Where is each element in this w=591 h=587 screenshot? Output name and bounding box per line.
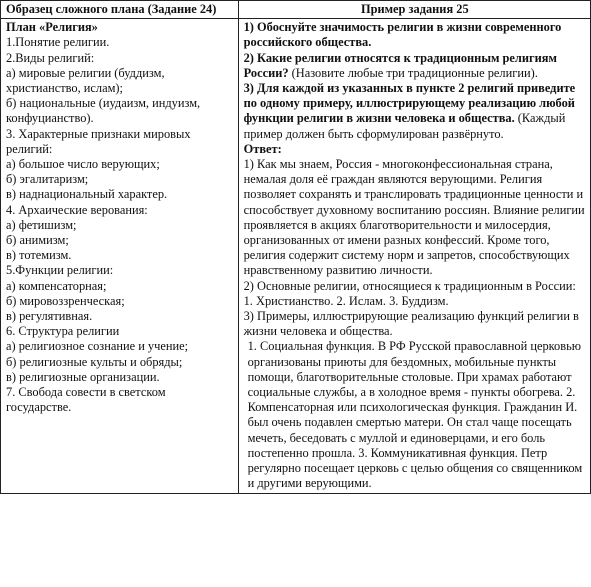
plan-item: а) компенсаторная;: [6, 278, 107, 293]
plan-item: а) фетишизм;: [6, 217, 77, 232]
plan-item: 1.Понятие религии.: [6, 35, 110, 50]
plan-item: б) эгалитаризм;: [6, 172, 89, 187]
plan-item: б) мировоззренческая;: [6, 293, 125, 308]
content-row: [1, 19, 591, 493]
plan-item: б) религиозные культы и обряды;: [6, 354, 183, 369]
plan-item: а) большое число верующих;: [6, 157, 160, 172]
answer-2: 2) Основные религии, относящиеся к традиционным в России: 1. Христианство. 2. Ислам. 3. Буддизм.: [243, 278, 576, 308]
answer-3-examples: 1. Социальная функция. В РФ Русской православной церковью организованы приюты для бездомных, мобильные пункты помощи, благотворительные столовые. При храмах работают социальные службы, а в холодное время - пункты обогрева. 2. Компенсаторная или психологическая функция. Гражданин И. был очень подавлен смертью матери. Он стал чаще посещать мечеть, беседовать с муллой и единоверцами, и его боль постепенно прошла. 3. Коммуникативная функция. Петр регулярно посещает церковь с целью общения со священником и другими верующими.: [247, 339, 583, 491]
plan-cell: [1, 19, 239, 493]
answer-label: Ответ:: [243, 141, 282, 156]
plan-item: б) анимизм;: [6, 233, 69, 248]
question-3-note: (Каждый пример должен быть сформулирован развёрнуто.: [243, 111, 566, 141]
plan-item: а) религиозное сознание и учение;: [6, 339, 189, 354]
answer-3: 3) Примеры, иллюстрирующие реализацию функций религии в жизни человека и общества.: [243, 309, 579, 339]
plan-item: 3. Характерные признаки мировых религий:: [6, 126, 191, 156]
plan-item: 4. Архаические верования:: [6, 202, 148, 217]
header-right: Пример задания 25: [238, 1, 590, 19]
plan-item: 2.Виды религий:: [6, 50, 95, 65]
answer-1: 1) Как мы знаем, Россия - многоконфессиональная страна, немалая доля её граждан являются верующими. Религия позволяет сохранять и транслировать традиционные ценности и способствует духовному воспитанию россиян. Влияние религии проявляется в акциях благотворительности и милосердия, организованных от имени разных конфессий. Кроме того, религия содержит систему норм и запретов, способствующих нравственному развитию личности.: [243, 157, 585, 278]
question-2-note: (Назовите любые три традиционные религии).: [288, 65, 538, 80]
question-3-bold: 3) Для каждой из указанных в пункте 2 религий приведите по одному примеру, иллюстрирующему реализацию любой функции религии в жизни человека и общества.: [243, 81, 576, 126]
task-cell: [238, 19, 590, 493]
plan-item: в) религиозные организации.: [6, 369, 160, 384]
header-row: [1, 1, 591, 19]
plan-item: в) регулятивная.: [6, 309, 93, 324]
question-2: [244, 51, 586, 81]
question-3: [244, 81, 586, 142]
plan-title: План «Религия»: [6, 20, 98, 35]
plan-item: б) национальные (иудаизм, индуизм, конфуцианство).: [6, 96, 201, 126]
plan-item: в) тотемизм.: [6, 248, 72, 263]
question-1: 1) Обоснуйте значимость религии в жизни современного российского общества.: [243, 20, 562, 50]
plan-item: 7. Свобода совести в светском государстве.: [6, 385, 166, 415]
plan-item: в) наднациональный характер.: [6, 187, 168, 202]
plan-item: 6. Структура религии: [6, 324, 120, 339]
plan-item: 5.Функции религии:: [6, 263, 114, 278]
header-left: Образец сложного плана (Задание 24): [1, 1, 239, 19]
plan-item: а) мировые религии (буддизм, христианство, ислам);: [6, 65, 165, 96]
question-2-bold: 2) Какие религии относятся к традиционным религиям России?: [243, 50, 557, 80]
